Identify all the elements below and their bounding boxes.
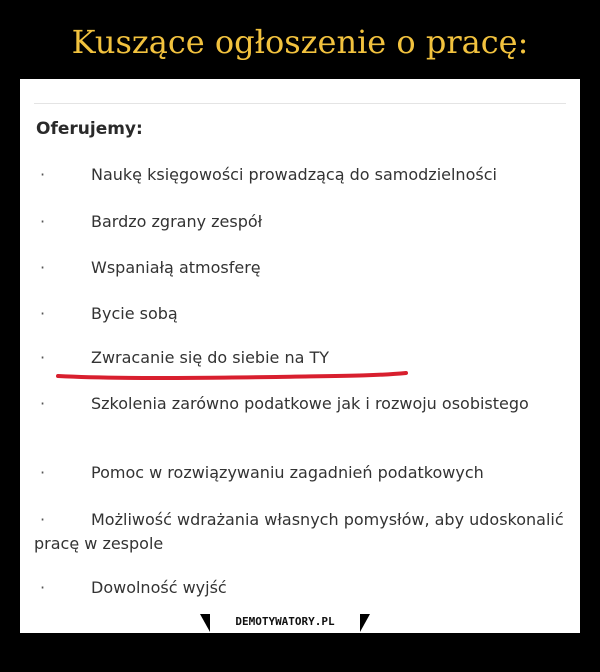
bullet-dot: · (40, 348, 46, 367)
top-divider (34, 103, 566, 104)
bullet-dot: · (40, 258, 46, 277)
list-item (34, 256, 564, 280)
bullet-dot: · (40, 165, 46, 184)
list-item (34, 302, 564, 326)
watermark-band-left (20, 614, 210, 632)
bullet-dot: · (40, 510, 46, 529)
list-item-text: Bycie sobą (91, 304, 178, 323)
red-underline-marker (56, 367, 416, 383)
bullet-dot: · (40, 304, 46, 323)
list-item-text: Wspaniałą atmosferę (91, 258, 261, 277)
bullet-dot: · (40, 463, 46, 482)
watermark-band-right (360, 614, 580, 632)
site-watermark: DEMOTYWATORY.PL (210, 612, 360, 632)
page-title: Kuszące ogłoszenie o pracę: (71, 23, 529, 61)
bullet-dot: · (40, 394, 46, 413)
list-item (34, 210, 564, 234)
list-item (34, 508, 564, 556)
list-item (34, 163, 564, 187)
list-item (34, 392, 564, 416)
list-item (34, 461, 564, 485)
job-ad-screenshot (20, 79, 580, 633)
bullet-dot: · (40, 212, 46, 231)
list-item (34, 576, 564, 600)
list-item-text: Pomoc w rozwiązywaniu zagadnień podatkowych (91, 463, 484, 482)
list-item-text: Zwracanie się do siebie na TY (91, 348, 330, 367)
list-item-text: Szkolenia zarówno podatkowe jak i rozwoju osobistego (91, 394, 529, 413)
list-item-text: Możliwość wdrażania własnych pomysłów, aby udoskonalić pracę w zespole (34, 510, 564, 553)
list-item-text: Dowolność wyjść (91, 578, 227, 597)
offer-heading: Oferujemy: (36, 119, 143, 139)
list-item-text: Naukę księgowości prowadzącą do samodzielności (91, 165, 497, 184)
list-item-text: Bardzo zgrany zespół (91, 212, 263, 231)
bullet-dot: · (40, 578, 46, 597)
